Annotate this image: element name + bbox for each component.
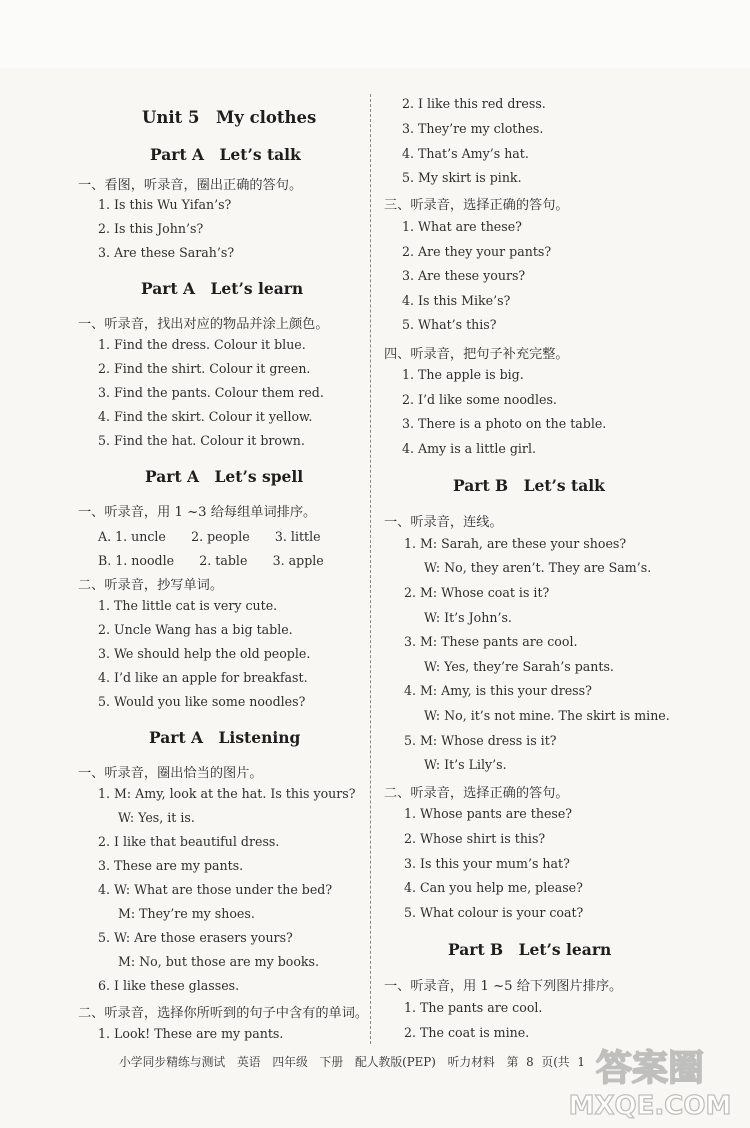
b-talk-item: 3. M: These pants are cool.	[404, 634, 578, 649]
heading-b-talk: Part B Let’s talk	[453, 476, 605, 495]
a-spell-q2: 二、听录音，抄写单词。	[78, 578, 224, 593]
a-listen-item: 4. W: What are those under the bed?	[98, 882, 333, 897]
q3-label: 三、听录音，选择正确的答句。	[384, 198, 569, 213]
watermark-logo	[562, 1040, 738, 1120]
q4-label: 四、听录音，把句子补充完整。	[384, 347, 569, 362]
a-learn-item: 2. Find the shirt. Colour it green.	[98, 361, 311, 376]
a-spell-row-a: A. 1. uncle 2. people 3. little	[98, 529, 321, 544]
b-talk-item: 2. M: Whose coat is it?	[404, 585, 550, 600]
a-learn-item: 5. Find the hat. Colour it brown.	[98, 433, 305, 448]
b-learn-q1: 一、听录音，用 1 ~5 给下列图片排序。	[384, 979, 623, 994]
b-talk-q2-item: 5. What colour is your coat?	[404, 905, 584, 920]
heading-a-talk: Part A Let’s talk	[150, 145, 301, 164]
b-talk-item: 1. M: Sarah, are these your shoes?	[404, 536, 627, 551]
q3-item: 5. What’s this?	[402, 317, 497, 332]
a-listen-item: 1. M: Amy, look at the hat. Is this yours?	[98, 786, 356, 801]
a-learn-item: 1. Find the dress. Colour it blue.	[98, 337, 306, 352]
a-listen-item: W: Yes, it is.	[118, 810, 195, 825]
b-talk-q2: 二、听录音，选择正确的答句。	[384, 786, 569, 801]
page-footer: 小学同步精练与测试 英语 四年级 下册 配人教版(PEP) 听力材料 第 8 页(共 1	[119, 1055, 585, 1069]
a-learn-item: 3. Find the pants. Colour them red.	[98, 385, 324, 400]
b-talk-q2-item: 1. Whose pants are these?	[404, 806, 573, 821]
b-talk-item: W: No, it’s not mine. The skirt is mine.	[424, 708, 670, 723]
unit-title: Unit 5 My clothes	[142, 108, 317, 127]
a-spell-item: 1. The little cat is very cute.	[98, 598, 278, 613]
a-talk-q1: 一、看图，听录音，圈出正确的答句。	[78, 178, 303, 193]
a-listen-item: M: They’re my shoes.	[118, 906, 255, 921]
heading-b-learn: Part B Let’s learn	[448, 940, 612, 959]
watermark-text: 答案圈	[595, 1048, 705, 1089]
cont-item: 4. That’s Amy’s hat.	[402, 146, 529, 161]
cont-item: 5. My skirt is pink.	[402, 170, 522, 185]
q3-item: 3. Are these yours?	[402, 268, 526, 283]
b-talk-q2-item: 4. Can you help me, please?	[404, 880, 583, 895]
b-talk-q2-item: 2. Whose shirt is this?	[404, 831, 546, 846]
q4-item: 4. Amy is a little girl.	[402, 441, 536, 456]
a-listen-q2-item: 1. Look! These are my pants.	[98, 1026, 284, 1041]
cont-item: 2. I like this red dress.	[402, 96, 546, 111]
a-talk-item: 2. Is this John’s?	[98, 221, 204, 236]
a-learn-item: 4. Find the skirt. Colour it yellow.	[98, 409, 313, 424]
a-listen-item: 5. W: Are those erasers yours?	[98, 930, 293, 945]
q3-item: 1. What are these?	[402, 219, 522, 234]
top-margin	[0, 0, 750, 68]
a-spell-item: 3. We should help the old people.	[98, 646, 311, 661]
q3-item: 2. Are they your pants?	[402, 244, 552, 259]
a-talk-item: 1. Is this Wu Yifan’s?	[98, 197, 232, 212]
heading-a-learn: Part A Let’s learn	[141, 279, 304, 298]
a-listen-item: 6. I like these glasses.	[98, 978, 240, 993]
a-listen-q1: 一、听录音，圈出恰当的图片。	[78, 766, 263, 781]
a-spell-item: 4. I’d like an apple for breakfast.	[98, 670, 308, 685]
q4-item: 2. I’d like some noodles.	[402, 392, 557, 407]
watermark-url: MXQE.COM	[568, 1091, 732, 1120]
b-talk-item: W: No, they aren’t. They are Sam’s.	[424, 560, 652, 575]
q4-item: 3. There is a photo on the table.	[402, 416, 607, 431]
cont-item: 3. They’re my clothes.	[402, 121, 544, 136]
column-divider	[370, 94, 371, 1044]
b-talk-item: 5. M: Whose dress is it?	[404, 733, 557, 748]
b-learn-item: 2. The coat is mine.	[404, 1025, 530, 1040]
a-listen-item: M: No, but those are my books.	[118, 954, 320, 969]
a-talk-item: 3. Are these Sarah’s?	[98, 245, 235, 260]
a-spell-item: 5. Would you like some noodles?	[98, 694, 306, 709]
a-learn-q1: 一、听录音，找出对应的物品并涂上颜色。	[78, 317, 329, 332]
a-spell-item: 2. Uncle Wang has a big table.	[98, 622, 293, 637]
q3-item: 4. Is this Mike’s?	[402, 293, 511, 308]
heading-a-spell: Part A Let’s spell	[145, 467, 304, 486]
heading-a-listening: Part A Listening	[149, 728, 301, 747]
b-talk-item: 4. M: Amy, is this your dress?	[404, 683, 592, 698]
b-talk-item: W: It’s John’s.	[424, 610, 512, 625]
b-talk-item: W: Yes, they’re Sarah’s pants.	[424, 659, 614, 674]
a-listen-item: 2. I like that beautiful dress.	[98, 834, 280, 849]
a-spell-q1: 一、听录音，用 1 ~3 给每组单词排序。	[78, 505, 317, 520]
a-listen-item: 3. These are my pants.	[98, 858, 244, 873]
b-talk-item: W: It’s Lily’s.	[424, 757, 507, 772]
a-listen-q2: 二、听录音，选择你所听到的句子中含有的单词。	[78, 1006, 369, 1021]
b-talk-q1: 一、听录音，连线。	[384, 515, 503, 530]
q4-item: 1. The apple is big.	[402, 367, 524, 382]
a-spell-row-b: B. 1. noodle 2. table 3. apple	[98, 553, 324, 568]
b-learn-item: 1. The pants are cool.	[404, 1000, 543, 1015]
b-talk-q2-item: 3. Is this your mum’s hat?	[404, 856, 570, 871]
